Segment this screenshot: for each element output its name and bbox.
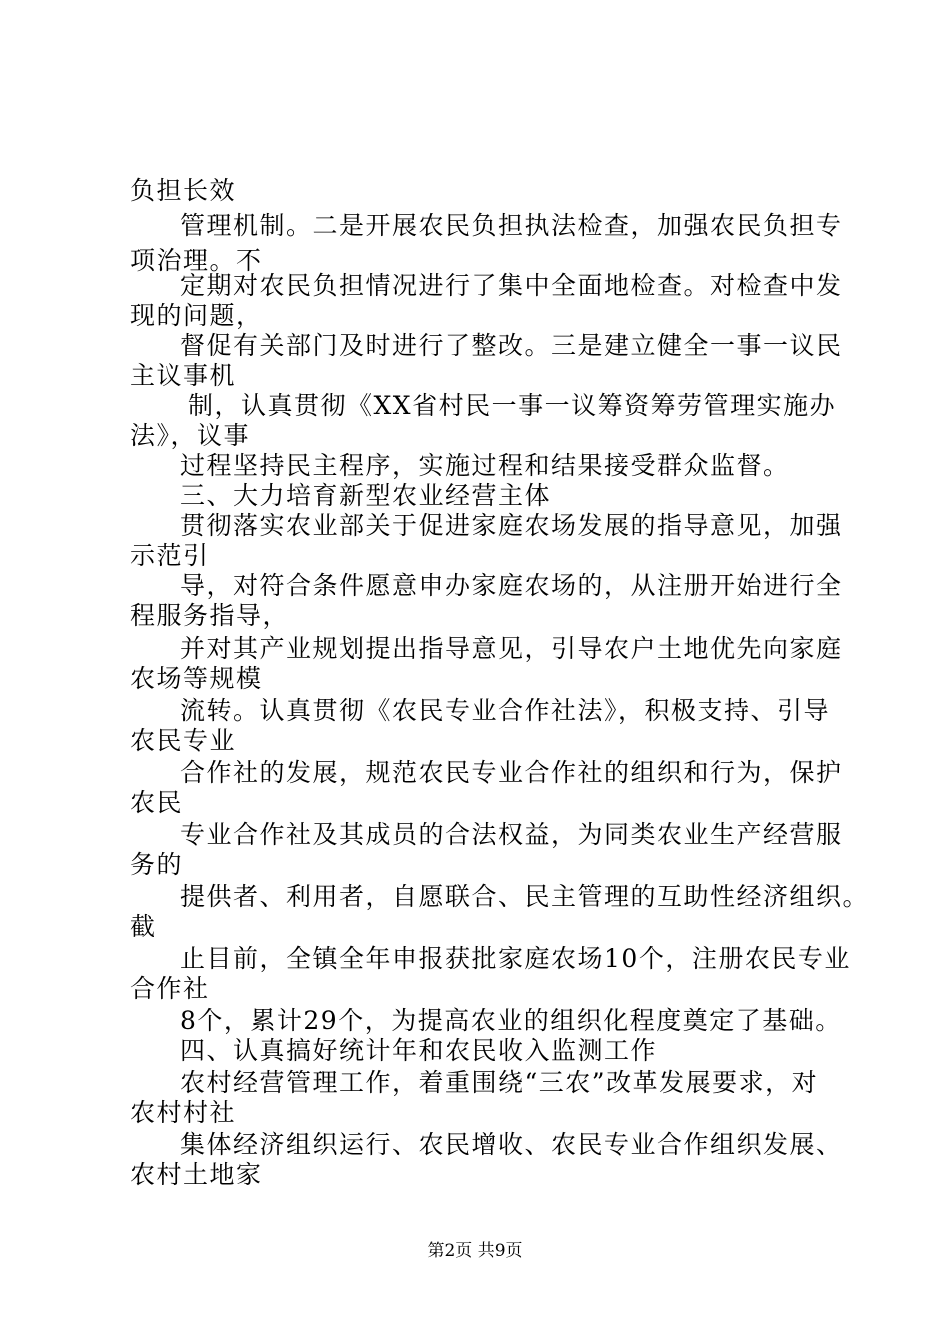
text-line: 农民专业 <box>130 726 237 755</box>
text-line: 导，对符合条件愿意申办家庭农场的，从注册开始进行全 <box>180 571 843 600</box>
text-line: 截 <box>130 912 157 941</box>
text-line: 贯彻落实农业部关于促进家庭农场发展的指导意见，加强 <box>180 511 843 540</box>
text-line: 示范引 <box>130 541 210 570</box>
text-line: 项治理。不 <box>130 246 263 275</box>
page-footer: 第2页 共9页 <box>427 1241 523 1261</box>
text-line: 过程坚持民主程序，实施过程和结果接受群众监督。 <box>180 451 790 480</box>
text-line: 程服务指导， <box>130 601 290 630</box>
text-line: 农民 <box>130 788 184 817</box>
text-line: 农村土地家 <box>130 1160 263 1189</box>
text-line: 8个，累计29个，为提高农业的组织化程度奠定了基础。 <box>180 1006 842 1035</box>
text-line: 制，认真贯彻《XX省村民一事一议筹资筹劳管理实施办 <box>188 391 837 420</box>
text-line: 农村经营管理工作，着重围绕“三农”改革发展要求，对 <box>180 1068 819 1097</box>
text-line: 并对其产业规划提出指导意见，引导农户土地优先向家庭 <box>180 634 843 663</box>
text-line: 流转。认真贯彻《农民专业合作社法》，积极支持、引导 <box>180 696 831 725</box>
text-line: 定期对农民负担情况进行了集中全面地检查。对检查中发 <box>180 271 843 300</box>
text-line: 督促有关部门及时进行了整改。三是建立健全一事一议民 <box>180 331 843 360</box>
section-heading: 三、大力培育新型农业经营主体 <box>180 481 552 510</box>
text-line: 负担长效 <box>130 176 237 205</box>
text-line: 合作社的发展，规范农民专业合作社的组织和行为，保护 <box>180 758 843 787</box>
text-line: 专业合作社及其成员的合法权益，为同类农业生产经营服 <box>180 820 843 849</box>
text-line: 法》，议事 <box>130 421 251 450</box>
text-line: 务的 <box>130 850 184 879</box>
section-heading: 四、认真搞好统计年和农民收入监测工作 <box>180 1036 658 1065</box>
text-line: 农场等规模 <box>130 664 263 693</box>
text-line: 集体经济组织运行、农民增收、农民专业合作组织发展、 <box>180 1130 843 1159</box>
text-line: 现的问题， <box>130 301 263 330</box>
text-line: 管理机制。二是开展农民负担执法检查，加强农民负担专 <box>180 211 843 240</box>
text-line: 提供者、利用者，自愿联合、民主管理的互助性经济组织。 <box>180 882 870 911</box>
text-line: 农村村社 <box>130 1098 237 1127</box>
text-line: 合作社 <box>130 974 210 1003</box>
text-line: 止目前，全镇全年申报获批家庭农场10个，注册农民专业 <box>180 944 851 973</box>
text-line: 主议事机 <box>130 361 237 390</box>
